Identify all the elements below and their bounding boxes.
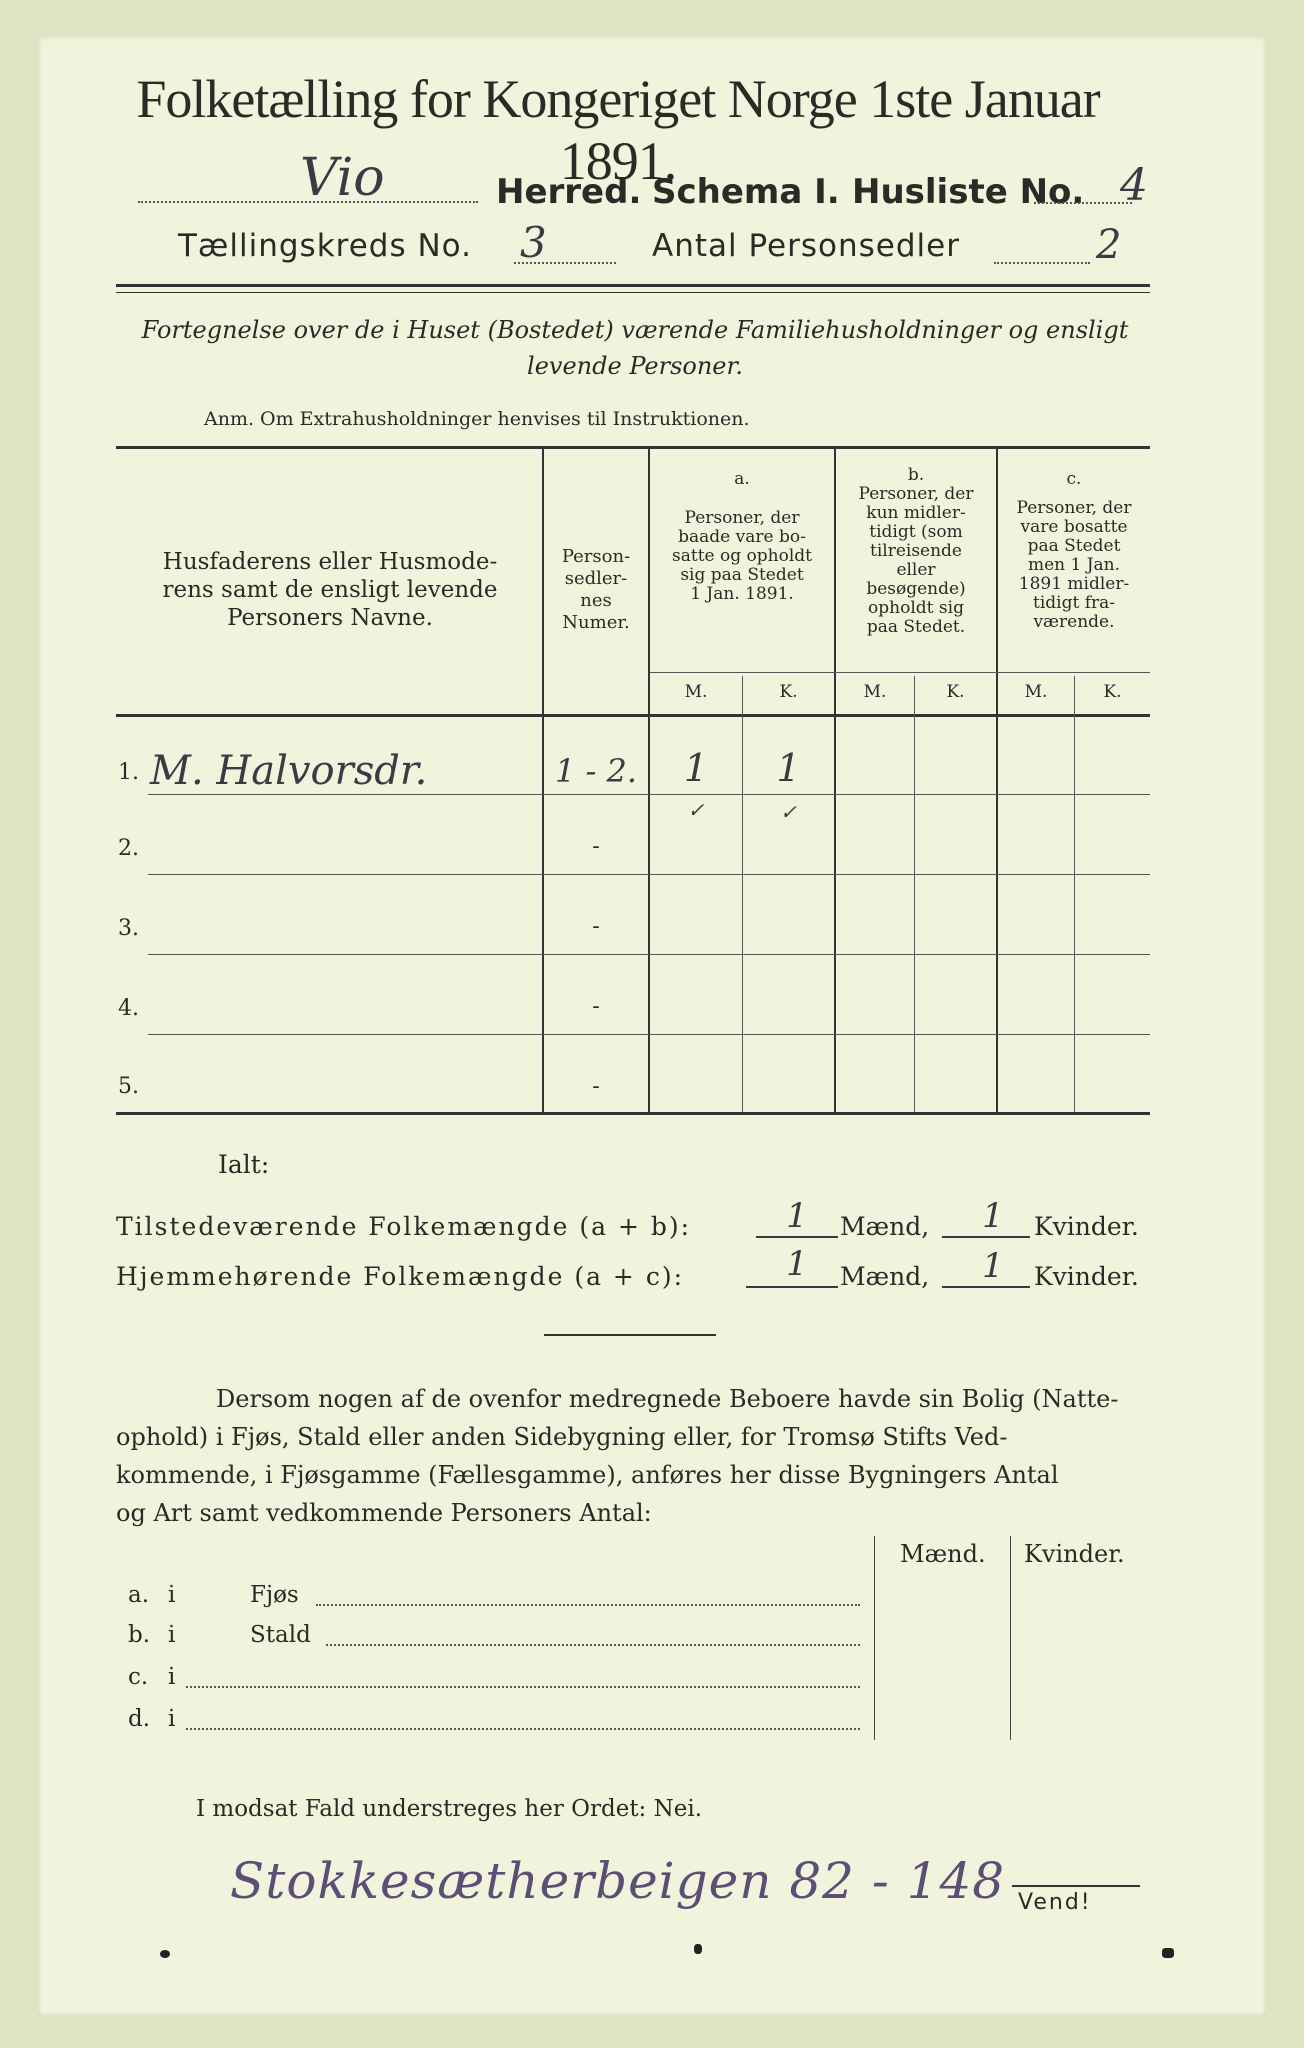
antal-label: Antal Personsedler <box>652 228 960 264</box>
row-name: M. Halvorsdr. <box>150 748 428 794</box>
tilstede-label: Tilstedeværende Folkemængde (a + b): <box>116 1212 692 1241</box>
tilstede-maend-value: 1 <box>786 1196 808 1236</box>
tilstede-kvinder-value: 1 <box>982 1196 1004 1236</box>
vend-label: Vend! <box>1018 1890 1092 1915</box>
husliste-value: 4 <box>1120 160 1148 211</box>
item-i: i <box>168 1582 176 1608</box>
form-title: Folketælling for Kongeriget Norge 1ste Januar 1891. <box>136 69 1100 191</box>
row-rule-3 <box>148 954 1150 955</box>
hjemme-m-line <box>746 1286 838 1288</box>
item-dotted-line <box>186 1686 860 1688</box>
col-header-a: a. Personer, der baade vare bo- satte og opholdt sig paa Stedet 1 Jan. 1891. <box>672 469 812 604</box>
item-letter: a. <box>128 1582 150 1608</box>
a-m-label: M. <box>684 682 708 702</box>
herred-value: Vio <box>300 148 385 208</box>
row-a-k: 1 <box>776 746 801 790</box>
buildings-kvinder-header: Kvinder. <box>1024 1540 1125 1568</box>
husliste-label: Husliste No. <box>852 172 1085 212</box>
col-header-names: Husfaderens eller Husmode- rens samt de ensligt levende Personers Navne. <box>162 549 498 631</box>
row-a-m-checkmark: ✓ <box>687 798 705 822</box>
tilstede-k-line <box>942 1236 1030 1238</box>
item-dotted-line <box>326 1644 860 1646</box>
intro-line-2: levende Personer. <box>527 352 743 380</box>
buildings-maend-header: Mænd. <box>900 1540 986 1568</box>
c-m-label: M. <box>1024 682 1048 702</box>
c-k-label: K. <box>1103 682 1122 702</box>
col-line-names <box>542 448 544 1112</box>
row-person-num: 1 - 2. <box>554 752 638 790</box>
schema-label: Schema I. <box>652 172 840 212</box>
hjemme-maend-value: 1 <box>786 1244 808 1284</box>
ink-spot-icon <box>694 1944 702 1954</box>
row-a-m: 1 <box>683 746 709 790</box>
row-a-k-checkmark: ✓ <box>780 800 797 824</box>
item-letter: c. <box>128 1664 149 1690</box>
tilstede-kvinder-label: Kvinder. <box>1034 1212 1139 1241</box>
ink-spot-icon <box>1162 1948 1174 1958</box>
hjemme-kvinder-label: Kvinder. <box>1034 1262 1139 1291</box>
vend-rule <box>1012 1885 1140 1887</box>
husliste-dotted-line <box>1034 202 1132 204</box>
intro-line-1: Fortegnelse over de i Huset (Bostedet) værende Familiehusholdninger og ensligt <box>141 316 1129 344</box>
col-line-a-mk <box>742 676 743 1112</box>
col-line-b-mk <box>914 676 915 1112</box>
row-person-num: - <box>592 994 600 1019</box>
col-line-c-mk <box>1074 676 1075 1112</box>
col-header-num: Person- sedler- nes Numer. <box>561 546 631 633</box>
item-i: i <box>168 1706 176 1732</box>
antal-value: 2 <box>1096 222 1122 268</box>
col-header-b: b. Personer, der kun midler- tidigt (som tilreisende eller besøgende) opholdt sig paa Stedet. <box>858 465 974 637</box>
anm-note: Anm. Om Extrahusholdninger henvises til Instruktionen. <box>204 408 750 430</box>
taellingskreds-label: Tællingskreds No. <box>178 228 472 264</box>
row-number: 3. <box>118 916 139 941</box>
buildings-col-line-2 <box>1010 1536 1011 1740</box>
buildings-col-line-1 <box>874 1536 875 1740</box>
col-header-c: c. Personer, der vare bosatte paa Stedet men 1 Jan. 1891 midler- tidigt fra- værende. <box>1016 469 1132 632</box>
b-k-label: K. <box>946 682 965 702</box>
buildings-paragraph: Dersom nogen af de ovenfor medregnede Beboere havde sin Bolig (Natte- ophold) i Fjøs, Stald eller anden Sidebygning eller, for Tromsø Stifts Ved- kommende, i Fjøsgamme (Fællesgamme), anføres her disse Bygningers Antal og Art samt vedkommende Personers Antal: <box>116 1385 1119 1527</box>
hjemme-maend-label: Mænd, <box>840 1262 930 1291</box>
a-k-label: K. <box>779 682 798 702</box>
b-m-label: M. <box>863 682 887 702</box>
row-number: 2. <box>118 836 139 861</box>
item-dotted-line <box>316 1604 860 1606</box>
row-person-num: - <box>592 914 600 939</box>
modsat-fald-text: I modsat Fald understreges her Ordet: Nei. <box>196 1796 703 1822</box>
tilstede-maend-label: Mænd, <box>840 1212 930 1241</box>
ink-spot-icon <box>160 1950 170 1958</box>
row-number: 1. <box>118 760 139 785</box>
item-letter: d. <box>128 1706 151 1732</box>
header-rule-bottom <box>116 292 1150 293</box>
item-i: i <box>168 1664 176 1690</box>
item-text: Fjøs <box>250 1582 299 1608</box>
row-rule-1 <box>148 794 1150 795</box>
herred-label: Herred. <box>496 172 642 212</box>
ialt-label: Ialt: <box>218 1150 270 1179</box>
row-number: 5. <box>118 1074 139 1099</box>
hjemme-k-line <box>942 1286 1030 1288</box>
hjemme-kvinder-value: 1 <box>982 1246 1004 1286</box>
row-number: 4. <box>118 996 139 1021</box>
row-person-num: - <box>592 834 600 859</box>
item-letter: b. <box>128 1622 151 1648</box>
row-person-num: - <box>592 1074 600 1099</box>
section-divider <box>544 1334 716 1336</box>
item-dotted-line <box>186 1728 860 1730</box>
item-text: Stald <box>250 1622 311 1648</box>
handwritten-footer-note: Stokkesætherbeigen 82 - 148 <box>230 1852 1006 1910</box>
table-header-rule <box>116 714 1150 717</box>
mk-header-rule <box>650 672 1150 673</box>
antal-dotted-line <box>994 262 1090 264</box>
taellingskreds-value: 3 <box>520 218 547 267</box>
row-rule-4 <box>148 1034 1150 1035</box>
item-i: i <box>168 1622 176 1648</box>
row-rule-2 <box>148 874 1150 875</box>
table-top-rule <box>116 446 1150 449</box>
tilstede-m-line <box>756 1236 838 1238</box>
table-bottom-rule <box>116 1112 1150 1115</box>
header-rule-top <box>116 284 1150 287</box>
hjemme-label: Hjemmehørende Folkemængde (a + c): <box>116 1262 684 1291</box>
